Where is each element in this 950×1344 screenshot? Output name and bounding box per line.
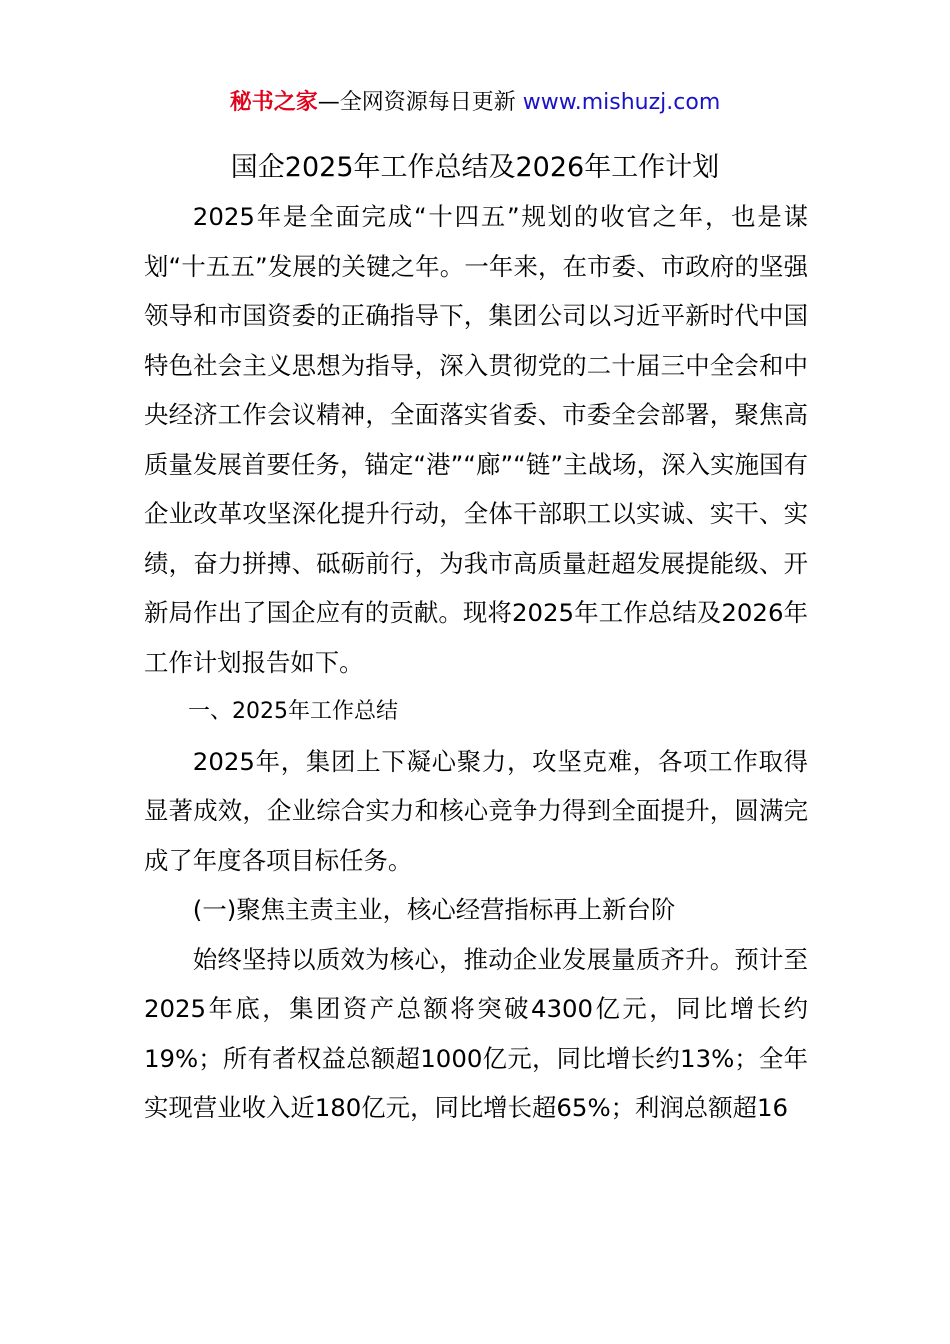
document-body	[144, 192, 808, 1133]
header-tagline: —全网资源每日更新	[317, 90, 523, 115]
site-header	[0, 86, 950, 120]
summary-paragraph: 2025年，集团上下凝心聚力，攻坚克难，各项工作取得显著成效，企业综合实力和核心竞争力得到全面提升，圆满完成了年度各项目标任务。	[144, 746, 808, 875]
brand-name: 秘书之家	[229, 90, 318, 115]
section-heading: 一、2025年工作总结	[188, 699, 398, 724]
intro-paragraph: 2025年是全面完成“十四五”规划的收官之年，也是谋划“十五五”发展的关键之年。一年来，在市委、市政府的坚强领导和市国资委的正确指导下，集团公司以习近平新时代中国特色社会主义思想为指导，深入贯彻党的二十届三中全会和中央经济工作会议精神，全面落实省委、市委全会部署，聚焦高质量发展首要任务，锚定“港”“廊”“链”主战场，深入实施国有企业改革攻坚深化提升行动，全体干部职工以实诚、实干、实绩，奋力拼搏、砥砺前行，为我市高质量赶超发展提能级、开新局作出了国企应有的贡献。现将2025年工作总结及2026年工作计划报告如下。	[144, 202, 808, 677]
metrics-paragraph: 始终坚持以质效为核心，推动企业发展量质齐升。预计至2025年底，集团资产总额将突破4300亿元，同比增长约19%；所有者权益总额超1000亿元，同比增长约13%；全年实现营业收入近180亿元，同比增长超65%；利润总额超16	[144, 944, 808, 1122]
site-url-link[interactable]: www.mishuzj.com	[522, 90, 721, 115]
document-title: 国企2025年工作总结及2026年工作计划	[230, 152, 720, 183]
subsection-heading: (一)聚焦主责主业，核心经营指标再上新台阶	[192, 895, 676, 924]
